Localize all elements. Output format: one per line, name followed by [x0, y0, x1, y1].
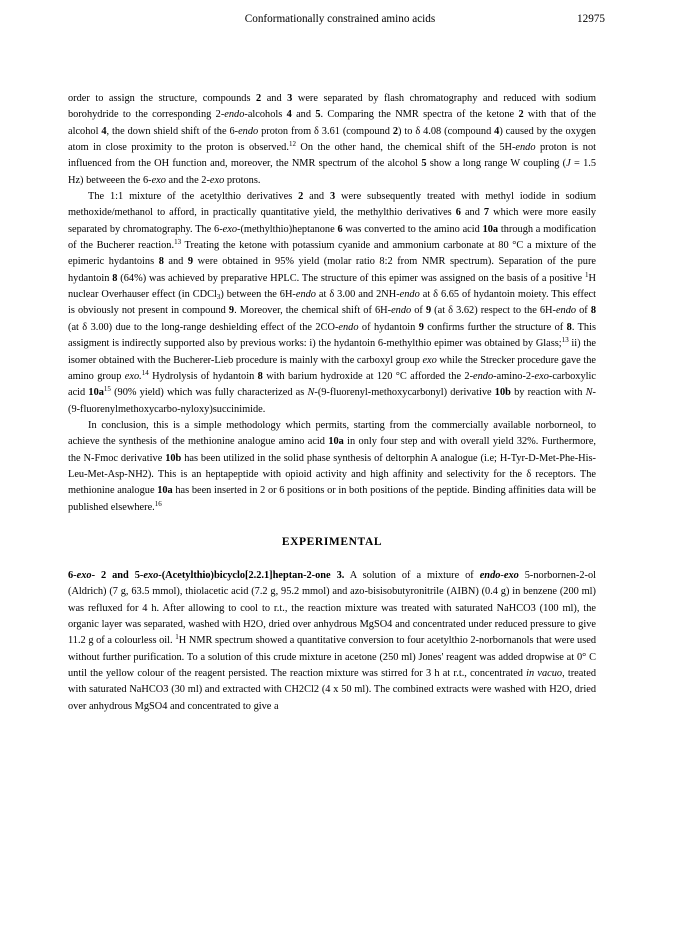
stereo-term: endo	[399, 289, 420, 301]
compound-ref: 8	[566, 321, 572, 333]
text-span: (at δ 3.00) due to the long-range deshielding effect of the 2CO-	[68, 321, 339, 333]
text-span: ) between the 6H-	[220, 289, 296, 301]
compound-ref: 10a	[88, 387, 104, 399]
text-span: -(9-fluorenyl-methoxycarbonyl) derivative	[314, 387, 495, 399]
compound-ref: 10a	[157, 485, 173, 497]
text-span: (64%) was achieved by preparative HPLC. The structure of this epimer was assigned on the basis of a positive	[117, 272, 586, 284]
subscript: 3	[216, 293, 221, 302]
paragraph-experimental-procedure	[68, 568, 596, 715]
procedure-title: -(Acetylthio)bicyclo[2.2.1]heptan-2-one 3.	[158, 569, 345, 581]
text-span: . Moreover, the chemical shift of 6H-	[234, 305, 392, 317]
compound-ref: 10b	[165, 452, 182, 464]
coupling-constant-symbol: J	[566, 158, 571, 170]
section-heading-experimental: EXPERIMENTAL	[281, 535, 383, 548]
text-span: -	[500, 569, 504, 581]
compound-ref: 10a	[482, 223, 499, 235]
stereo-term: endo	[224, 109, 245, 121]
compound-ref: 7	[483, 207, 490, 219]
compound-ref: 9	[228, 305, 235, 317]
stereo-term: endo	[338, 321, 359, 333]
stereo-term: endo	[238, 125, 259, 137]
stereo-term: exo	[422, 354, 437, 366]
text-span: with that of the alcohol	[68, 109, 596, 137]
italic-term: in vacuo	[526, 668, 563, 679]
compound-ref: 5	[421, 158, 427, 170]
compound-ref: 4	[286, 109, 292, 121]
compound-ref: 8	[112, 272, 118, 284]
stereo-term: exo	[534, 370, 549, 382]
compound-ref: 9	[418, 321, 424, 333]
procedure-title: - 2 and 5-	[91, 569, 144, 581]
text-span: confirms further the structure of	[423, 321, 567, 333]
paragraph-structure-assignment	[68, 91, 596, 189]
compound-ref: 8	[158, 256, 164, 268]
citation-ref: 15	[103, 385, 111, 394]
text-span: which were more easily separated by chromatography. The 6-	[68, 207, 596, 235]
compound-ref: 6	[455, 207, 461, 219]
text-span: with barium hydroxide at 120 °C afforded the 2-	[262, 370, 474, 382]
running-header	[0, 11, 680, 27]
stereo-term: endo	[391, 305, 412, 317]
compound-ref: 8	[590, 305, 596, 317]
citation-ref: 13	[174, 238, 182, 247]
text-span: were subsequently treated with methyl iodide in sodium methoxide/methanol to afford, in practically quantitative yield, the methylthio derivatives	[68, 191, 596, 219]
text-span: . This assigment is indirectly supported also by previous works: i) the hydantoin 6-methylthio epimer was obtained by Glass;	[68, 321, 596, 350]
compound-ref: 2	[256, 93, 262, 104]
text-span: In conclusion, this is a simple methodology which permits, starting from the commercially available norborneol, to achieve the synthesis of the methionine analogue amino acid	[68, 419, 596, 448]
text-span: order to assign the structure, compounds	[68, 93, 256, 104]
text-span: (at δ 3.62) respect to the 6H-	[431, 305, 556, 317]
italic-term: N	[585, 387, 593, 399]
text-span: ii) the isomer obtained with the Bucherer-Lieb procedure is mainly with the carboxyl group	[68, 338, 596, 366]
text-span: H nuclear Overhauser effect (in CDCl	[68, 272, 596, 301]
stereo-term: endo	[515, 142, 536, 154]
text-span: 5-norbornen-2-ol (Aldrich) (7 g, 63.5 mmol), thiolacetic acid (7.2 g, 95.2 mmol) and azo-bisisobutyronitrile (AIBN) (0.4 g) in benzene (200 ml) was refluxed for 4 h. After allowing to cool to r.t., the reaction mixture was treated with saturated NaHCO3 (100 ml), the organic layer was separated, washed with H2O, dried over anhydrous MgSO4 and concentrated under reduced pressure to give 11.2 g of a colourless oil.	[68, 569, 596, 647]
text-span: has been utilized in the solid phase synthesis of deltorphin A analogue (i.e; H-Tyr-D-Met-Phe-His-Leu-Met-Asp-NH2). This is an heptapeptide with opioid activity and high affinity and selectivity for the δ receptors. The methionine analogue	[68, 452, 596, 497]
running-title: Conformationally constrained amino acids	[244, 13, 436, 25]
stereo-term: exo	[143, 569, 159, 581]
compound-ref: 2	[298, 191, 304, 203]
text-span: -(9-fluorenylmethoxycarbo-nyloxy)succinimide.	[68, 387, 596, 415]
stereo-term: endo	[295, 289, 316, 301]
text-span: of	[576, 305, 591, 317]
text-span: and	[303, 191, 330, 203]
text-span: -amino-2-	[493, 370, 535, 382]
text-span: -carboxylic acid	[68, 370, 596, 399]
text-span: and	[261, 93, 288, 104]
text-span: protons.	[224, 174, 261, 186]
text-span: and the 2-	[165, 174, 210, 186]
text-span: -alcohols	[244, 109, 287, 121]
text-span: , the down shield shift of the 6-	[106, 125, 239, 137]
page-number: 12975	[577, 13, 605, 25]
compound-ref: 10a	[328, 436, 344, 448]
text-span: were obtained in 95% yield (molar ratio 8:2 from NMR spectrum). Separation of the pure hydantoin	[68, 256, 596, 284]
text-span: H NMR spectrum showed a quantitative conversion to four acetylthio 2-norbornanols that were used without further purification. To a solution of this crude mixture in acetone (250 ml) Jones' reagent was added dropwise at 0° C until the yellow colour of the reagent persisted. The reaction mixture was stirred for 3 h at r.t., concentrated	[68, 635, 596, 679]
citation-ref: 16	[154, 499, 162, 508]
stereo-term: exo	[222, 223, 238, 235]
text-span: -(methylthio)heptanone	[237, 223, 338, 235]
citation-ref: 13	[561, 336, 569, 345]
text-span: proton from δ 3.61 (compound	[258, 125, 393, 137]
compound-ref: 2	[392, 125, 399, 137]
text-span: at δ 6.65 of hydantoin moiety. This effect is obviously not present in compound	[68, 289, 596, 317]
stereo-term: exo	[209, 174, 225, 186]
compound-ref: 2	[518, 109, 524, 121]
text-span: while the Strecker procedure gave the amino group	[68, 354, 596, 382]
text-span: On the other hand, the chemical shift of the 5H-	[295, 142, 516, 154]
compound-ref: 9	[425, 305, 432, 317]
text-span: = 1.5 Hz) betweeen the 6-	[68, 158, 596, 186]
stereo-term: exo	[503, 569, 519, 581]
text-span: . Comparing the NMR spectra of the ketone	[320, 109, 519, 121]
text-span: and	[163, 256, 188, 268]
compound-ref: 6	[337, 223, 343, 235]
text-span: at δ 3.00 and 2NH-	[315, 289, 400, 301]
compound-ref: 9	[187, 256, 194, 268]
compound-ref: 3	[330, 191, 336, 203]
stereo-term: exo	[151, 174, 166, 186]
italic-term: N	[307, 387, 315, 399]
text-span: and	[291, 109, 316, 121]
compound-ref: 4	[101, 125, 107, 137]
text-span: The 1:1 mixture of the acetylthio derivatives	[88, 191, 299, 203]
stereo-term: endo	[555, 305, 577, 317]
text-span: were separated by flash chromatography and reduced with sodium borohydride to the corresponding 2-	[68, 93, 596, 121]
stereo-term: exo	[76, 569, 92, 581]
text-span: of	[411, 305, 426, 317]
paragraph-conclusion	[68, 418, 596, 516]
text-span: in only four step and with overall yield 32%. Furthermore, the N-Fmoc derivative	[68, 436, 596, 464]
compound-ref: 10b	[494, 387, 511, 399]
compound-ref: 3	[287, 93, 293, 104]
article-body	[68, 91, 596, 715]
text-span: , treated with saturated NaHCO3 (30 ml) and extracted with CH2Cl2 (4 x 50 ml). The combined extracts were washed with H2O, dried over anhydrous MgSO4 and concentrated to give a	[68, 668, 597, 712]
compound-ref: 4	[494, 125, 500, 137]
text-span: proton is not influenced from the OH function and, moreover, the NMR spectrum of the alcohol	[68, 142, 597, 170]
stereo-term: exo.	[124, 370, 142, 382]
citation-ref: 12	[288, 140, 296, 149]
stereo-term: endo	[473, 370, 494, 382]
text-span: ) caused by the oxygen atom in close proximity to the proton is observed.	[68, 125, 596, 154]
text-span: show a long range W coupling (	[426, 158, 567, 170]
text-span: Hydrolysis of hydantoin	[148, 370, 258, 382]
text-span: has been inserted in 2 or 6 positions or in both positions of the peptide. Binding affinities data will be published elsewhere.	[68, 485, 596, 513]
text-span: A solution of a mixture of	[344, 569, 480, 581]
text-span: and	[460, 207, 484, 219]
citation-ref: 14	[141, 368, 149, 377]
compound-ref: 5	[315, 109, 321, 121]
text-span: of hydantoin	[358, 321, 419, 333]
text-span: was converted to the amino acid	[342, 223, 483, 235]
paragraph-methylthio-synthesis	[68, 189, 596, 418]
text-span: (90% yield) which was fully characterized as	[110, 387, 308, 399]
superscript: 1	[175, 633, 179, 642]
procedure-title: 6-	[68, 569, 77, 581]
text-span: ) to δ 4.08 (compound	[398, 125, 495, 137]
text-span: through a modification of the Bucherer reaction.	[68, 223, 597, 252]
stereo-term: endo	[479, 569, 501, 581]
text-span: by reaction with	[510, 387, 586, 399]
text-span: Treating the ketone with potassium cyanide and ammonium carbonate at 80 °C a mixture of the epimeric hydantoins	[68, 240, 597, 268]
compound-ref: 8	[257, 370, 263, 382]
superscript: 1	[585, 270, 589, 279]
